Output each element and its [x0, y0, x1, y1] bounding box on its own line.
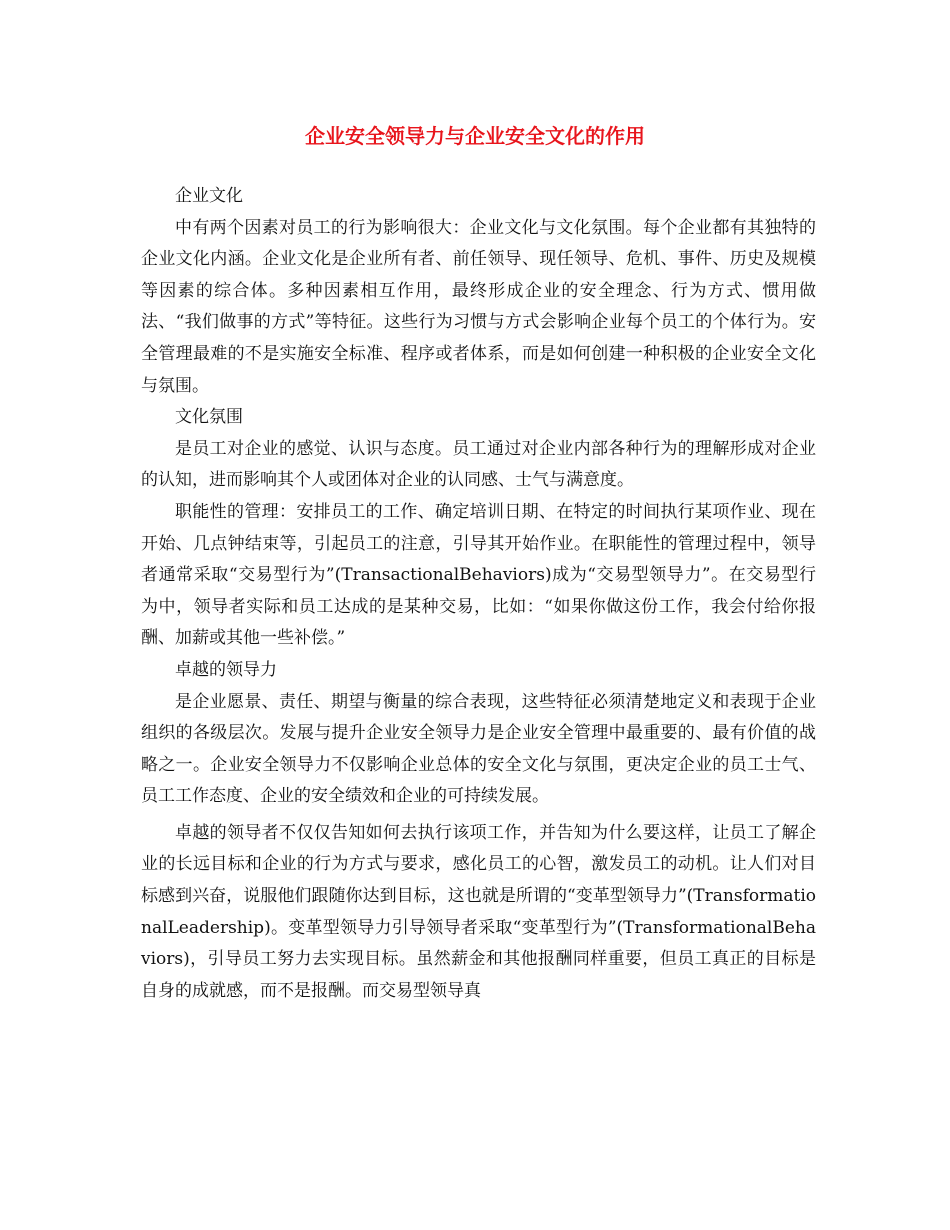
- paragraph-transformational-leadership: 卓越的领导者不仅仅告知如何去执行该项工作，并告知为什么要这样，让员工了解企业的长远目标和企业的行为方式与要求，感化员工的心智，激发员工的动机。让人们对目标感到兴奋，说服他们跟随你达到目标，这也就是所谓的“变革型领导力”(TransformationalLeadership)。变革型领导力引导领导者采取“变革型行为”(TransformationalBehaviors)，引导员工努力去实现目标。虽然薪金和其他报酬同样重要，但员工真正的目标是自身的成就感，而不是报酬。而交易型领导真: [141, 822, 816, 1001]
- document-body: [141, 181, 816, 1007]
- paragraph-functional-management: 职能性的管理：安排员工的工作、确定培训日期、在特定的时间执行某项作业、现在开始、几点钟结束等，引起员工的注意，引导其开始作业。在职能性的管理过程中，领导者通常采取“交易型行为”(TransactionalBehaviors)成为“交易型领导力”。在交易型行为中，领导者实际和员工达成的是某种交易，比如：“如果你做这份工作，我会付给你报酬、加薪或其他一些补偿。”: [141, 501, 816, 649]
- section-heading-corporate-culture: 企业文化: [175, 186, 243, 206]
- section-heading-excellent-leadership: 卓越的领导力: [175, 659, 277, 680]
- paragraph-cultural-atmosphere: 是员工对企业的感觉、认识与态度。员工通过对企业内部各种行为的理解形成对企业的认知，进而影响其个人或团体对企业的认同感、士气与满意度。: [141, 438, 816, 491]
- document-title: 企业安全领导力与企业安全文化的作用: [305, 124, 645, 148]
- paragraph-excellent-leadership: 是企业愿景、责任、期望与衡量的综合表现，这些特征必须清楚地定义和表现于企业组织的各级层次。发展与提升企业安全领导力是企业安全管理中最重要的、最有价值的战略之一。企业安全领导力不仅影响企业总体的安全文化与氛围，更决定企业的员工士气、员工工作态度、企业的安全绩效和企业的可持续发展。: [141, 691, 816, 807]
- section-heading-cultural-atmosphere: 文化氛围: [175, 407, 243, 428]
- paragraph-corporate-culture: 中有两个因素对员工的行为影响很大：企业文化与文化氛围。每个企业都有其独特的企业文化内涵。企业文化是企业所有者、前任领导、现任领导、危机、事件、历史及规模等因素的综合体。多种因素相互作用，最终形成企业的安全理念、行为方式、惯用做法、“我们做事的方式”等特征。这些行为习惯与方式会影响企业每个员工的个体行为。安全管理最难的不是实施安全标准、程序或者体系，而是如何创建一种积极的企业安全文化与氛围。: [141, 217, 816, 396]
